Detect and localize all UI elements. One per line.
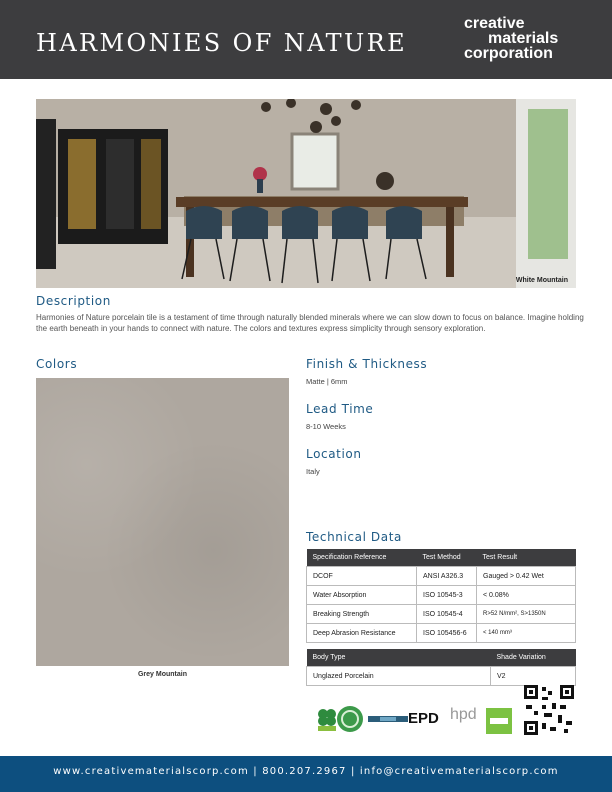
table-cell: Deep Abrasion Resistance [307,624,417,643]
brand-line-1: creative [464,15,525,32]
lead-time-heading: Lead Time [306,402,374,416]
column-header: Test Method [417,549,477,567]
page-header [0,0,612,79]
table-row [307,586,576,605]
table-header-row [307,549,576,567]
swatch-caption: Grey Mountain [137,671,187,678]
table-cell: V2 [491,667,576,686]
colors-heading: Colors [36,357,78,371]
lead-time-value: 8-10 Weeks [306,422,346,431]
collection-title: HARMONIES OF NATURE [36,29,408,57]
table-row [307,624,576,643]
table-cell: DCOF [307,567,417,586]
technical-data-table [306,549,576,643]
bar-logo-icon [368,716,408,722]
description-heading: Description [36,294,111,308]
table-cell: ANSI A326.3 [417,567,477,586]
table-cell: ISO 10545-3 [417,586,477,605]
location-value: Italy [306,467,320,476]
hero-room-photo [36,99,576,288]
recycle-seal-icon [336,704,364,734]
table-row [307,567,576,586]
table-row [307,605,576,624]
body-type-table [306,649,576,686]
hpd-logo: hpd [450,706,477,723]
column-header: Specification Reference [307,549,417,567]
color-swatch [36,378,289,666]
brand-logo [464,16,558,61]
epd-logo: EPD [408,710,439,727]
clover-certification-icon [316,706,338,732]
table-cell: < 0.08% [477,586,576,605]
table-cell: R>52 N/mm², S>1350N [477,605,576,624]
location-heading: Location [306,447,362,461]
table-cell: ISO 105456-6 [417,624,477,643]
table-cell: Unglazed Porcelain [307,667,491,686]
finish-value: Matte | 6mm [306,377,348,386]
table-header-row [307,649,576,667]
table-cell: Water Absorption [307,586,417,605]
technical-heading: Technical Data [306,530,402,544]
brand-line-2: materials [488,30,559,47]
table-cell: Gauged > 0.42 Wet [477,567,576,586]
column-header: Shade Variation [491,649,576,667]
description-text: Harmonies of Nature porcelain tile is a testament of time through naturally blended minerals where we can slow down to focus on balance. Imagine holding the earth beneath in your hands to connect with nature. The colors and textures express simplicity through sensory exploration. [36,313,584,333]
column-header: Test Result [477,549,576,567]
brand-line-3: corporation [464,45,553,62]
qr-code-icon [524,685,574,735]
table-row [307,667,576,686]
column-header: Body Type [307,649,491,667]
table-cell: < 140 mm³ [477,624,576,643]
finish-heading: Finish & Thickness [306,357,428,371]
hero-caption: White Mountain [515,277,568,284]
green-badge-icon [486,708,512,734]
table-cell: ISO 10545-4 [417,605,477,624]
dining-room-illustration [36,99,576,288]
table-cell: Breaking Strength [307,605,417,624]
footer-contact: www.creativematerialscorp.com | 800.207.2967 | info@creativematerialscorp.com [53,766,559,777]
